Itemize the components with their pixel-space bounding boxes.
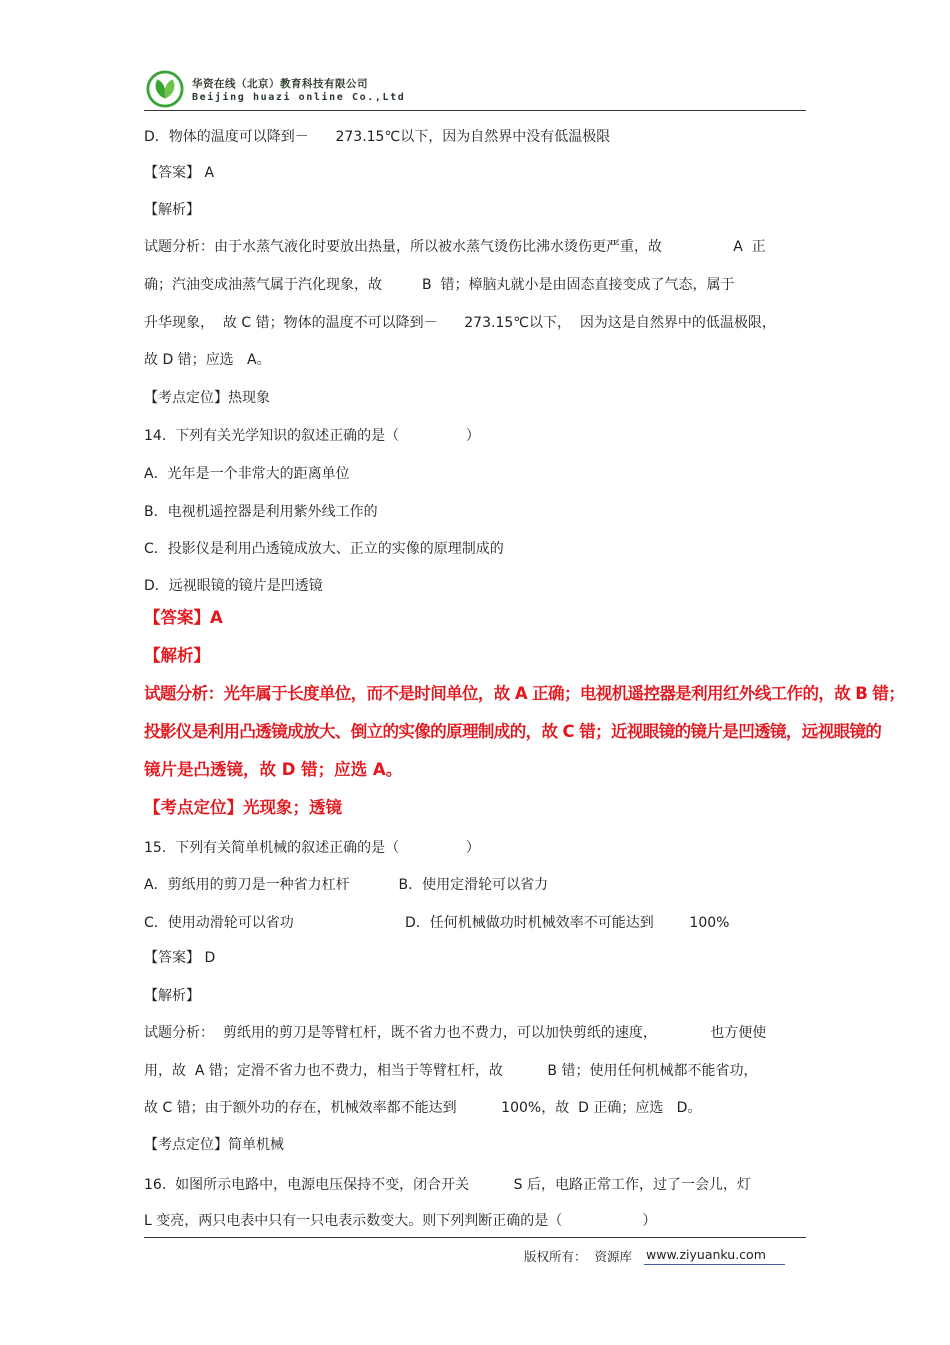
analysis-text-q15: 试题分析： 剪纸用的剪刀是等臂杠杆，既不省力也不费力，可以加快剪纸的速度， 也方便使	[144, 1025, 767, 1041]
options-cd-q15: C．使用动滑轮可以省功 D．任何机械做功时机械效率不可能达到 100%	[144, 915, 730, 931]
analysis-text-q13: 确；汽油变成油蒸气属于汽化现象，故 B 错；樟脑丸就小是由固态直接变成了气态，属于	[144, 277, 735, 293]
topic-q13: 【考点定位】热现象	[144, 390, 270, 406]
answer-q13: 【答案】 A	[144, 165, 215, 181]
analysis-text-q14: 镜片是凸透镜，故 D 错；应选 A。	[144, 760, 403, 779]
analysis-heading-q13: 【解析】	[144, 202, 200, 218]
footer-link-underline	[644, 1264, 785, 1265]
page-header	[144, 70, 806, 112]
analysis-text-q14: 投影仪是利用凸透镜成放大、倒立的实像的原理制成的，故 C 错；近视眼镜的镜片是凹透镜，远视眼镜的	[144, 722, 882, 741]
topic-q15: 【考点定位】简单机械	[144, 1137, 284, 1153]
answer-q15: 【答案】 D	[144, 950, 216, 966]
company-name-en: Beijing huazi online Co.,Ltd	[192, 92, 406, 103]
analysis-heading-q15: 【解析】	[144, 988, 200, 1004]
analysis-text-q15: 用，故 A 错；定滑不省力也不费力，相当于等臂杠杆，故 B 错；使用任何机械都不能省功，	[144, 1063, 758, 1079]
option-d-q14: D．远视眼镜的镜片是凹透镜	[144, 578, 323, 594]
analysis-heading-q14: 【解析】	[144, 646, 210, 665]
analysis-text-q13: 升华现象， 故 C 错；物体的温度不可以降到－ 273.15℃以下， 因为这是自然界中的低温极限，	[144, 315, 776, 331]
footer-link[interactable]: www.ziyuanku.com	[646, 1247, 766, 1262]
footer-copyright: 版权所有： 资源库	[524, 1249, 632, 1264]
question-15: 15. 下列有关简单机械的叙述正确的是（ ）	[144, 840, 480, 856]
options-ab-q15: A．剪纸用的剪刀是一种省力杠杆 B．使用定滑轮可以省力	[144, 877, 549, 893]
option-c-q14: C．投影仪是利用凸透镜成放大、正立的实像的原理制成的	[144, 541, 504, 557]
question-16: 16. 如图所示电路中，电源电压保持不变，闭合开关 S 后，电路正常工作，过了一会儿，灯	[144, 1177, 752, 1193]
option-a-q14: A．光年是一个非常大的距离单位	[144, 466, 350, 482]
question-14: 14. 下列有关光学知识的叙述正确的是（ ）	[144, 428, 480, 444]
topic-q14: 【考点定位】光现象；透镜	[144, 798, 342, 817]
leaf-logo-icon	[146, 70, 184, 108]
option-b-q14: B．电视机遥控器是利用紫外线工作的	[144, 504, 378, 520]
header-divider	[144, 110, 806, 111]
footer-divider	[144, 1237, 806, 1238]
analysis-text-q13: 试题分析：由于水蒸气液化时要放出热量，所以被水蒸气烫伤比沸水烫伤更严重，故 A 正	[144, 239, 766, 255]
analysis-text-q15: 故 C 错；由于额外功的存在，机械效率都不能达到 100%，故 D 正确；应选 D。	[144, 1100, 702, 1116]
analysis-text-q14: 试题分析：光年属于长度单位，而不是时间单位，故 A 正确；电视机遥控器是利用红外线工作的，故 B 错；	[144, 684, 905, 703]
answer-q14: 【答案】A	[144, 608, 223, 627]
analysis-text-q13: 故 D 错；应选 A。	[144, 352, 271, 368]
question-16: L 变亮，两只电表中只有一只电表示数变大。则下列判断正确的是（ ）	[144, 1213, 657, 1229]
option-d-q13: D．物体的温度可以降到－ 273.15℃以下，因为自然界中没有低温极限	[144, 129, 611, 145]
company-name-cn: 华资在线（北京）教育科技有限公司	[192, 78, 368, 90]
